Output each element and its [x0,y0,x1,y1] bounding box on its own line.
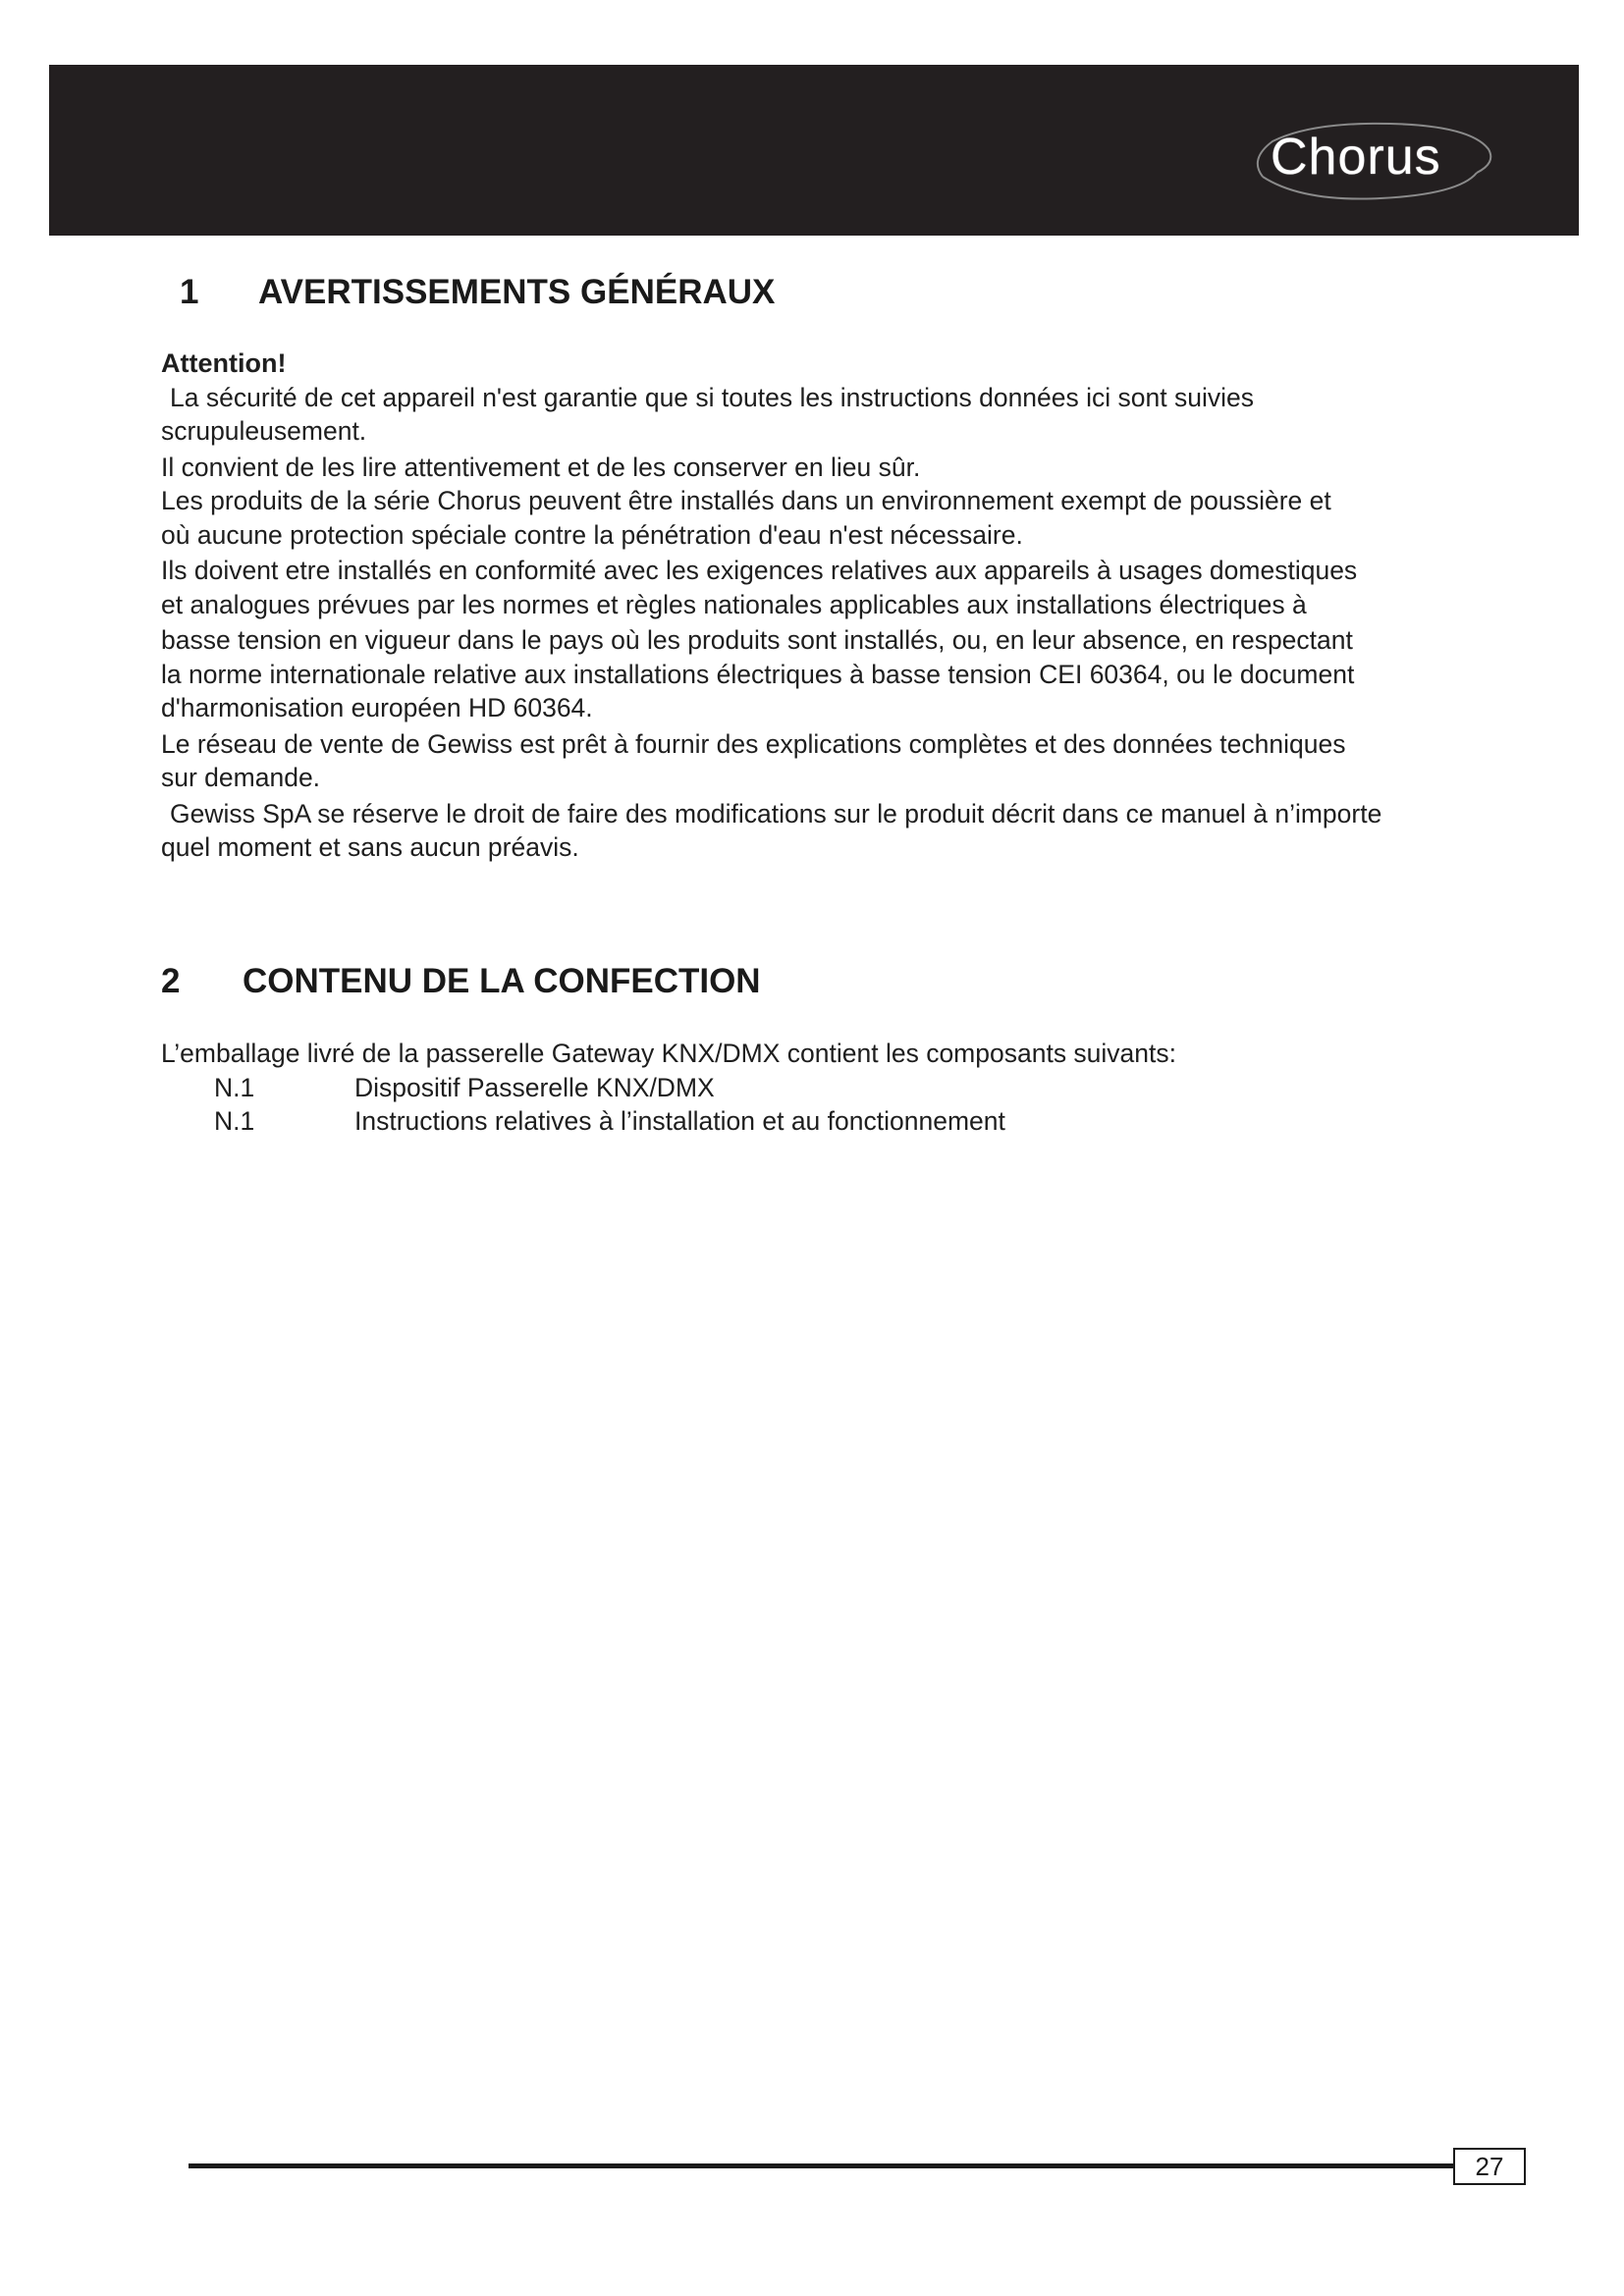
header-band [49,65,1579,236]
paragraph-line: Le réseau de vente de Gewiss est prêt à fournir des explications complètes et des données techniques [161,728,1346,759]
paragraph-line: Les produits de la série Chorus peuvent être installés dans un environnement exempt de poussière et [161,486,1331,515]
item-description: Instructions relatives à l’installation et au fonctionnement [354,1106,1005,1136]
list-item [161,1104,1516,1139]
paragraph-line: Il convient de les lire attentivement et de les conserver en lieu sûr. [161,452,921,482]
paragraph-line: Ils doivent etre installés en conformité avec les exigences relatives aux appareils à usages domestiques [161,556,1358,585]
paragraph-line: où aucune protection spéciale contre la pénétration d'eau n'est nécessaire. [161,519,1023,550]
paragraph-line: la norme internationale relative aux installations électriques à basse tension CEI 60364, ou le document [161,659,1355,689]
item-quantity: N.1 [214,1106,255,1136]
item-quantity: N.1 [214,1072,255,1102]
item-description: Dispositif Passerelle KNX/DMX [354,1072,715,1102]
paragraph-line: Gewiss SpA se réserve le droit de faire des modifications sur le produit décrit dans ce manuel à n’importe [170,798,1382,828]
section-2-body [161,1037,1516,1139]
brand-name: Chorus [1271,129,1441,186]
section-2-number: 2 [161,962,181,1000]
paragraph-line: quel moment et sans aucun préavis. [161,832,579,862]
list-item [161,1071,1516,1105]
paragraph-line: basse tension en vigueur dans le pays où les produits sont installés, ou, en leur absence, en respectant [161,625,1353,655]
attention-label: Attention! [161,348,287,378]
paragraph-line: d'harmonisation européen HD 60364. [161,693,593,722]
section-2-intro: L’emballage livré de la passerelle Gateway KNX/DMX contient les composants suivants: [161,1039,1177,1068]
section-1-body [161,347,1516,865]
section-1-title: AVERTISSEMENTS GÉNÉRAUX [258,273,776,311]
chorus-logo [1243,120,1496,204]
paragraph-line: sur demande. [161,763,321,792]
page-number: 27 [1453,2148,1526,2185]
footer-rule [189,2163,1453,2168]
section-2-title: CONTENU DE LA CONFECTION [243,962,761,1000]
paragraph-line: et analogues prévues par les normes et règles nationales applicables aux installations électriques à [161,589,1307,619]
paragraph-line: La sécurité de cet appareil n'est garantie que si toutes les instructions données ici sont suivies [170,382,1254,412]
paragraph-line: scrupuleusement. [161,416,367,446]
section-1-number: 1 [180,273,199,311]
